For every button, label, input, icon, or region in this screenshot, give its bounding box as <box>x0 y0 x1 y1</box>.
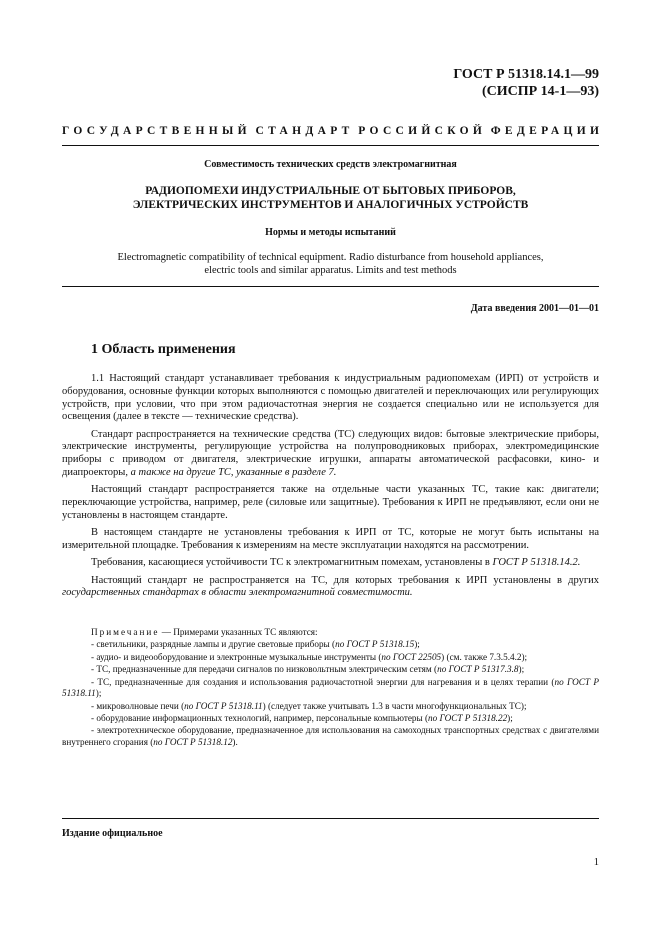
section-title: 1 Область применения <box>91 342 236 357</box>
bottom-divider <box>62 818 599 819</box>
heading-word: ФЕДЕРАЦИИ <box>490 125 604 137</box>
note-item-tail: ) (следует также учитывать 1.3 в части многофункциональных ТС); <box>262 700 527 711</box>
english-title <box>62 251 599 277</box>
note-item <box>62 725 599 748</box>
note-item <box>62 652 599 664</box>
paragraph: 1.1 Настоящий стандарт устанавливает требования к индустриальным радиопомехам (ИРП) от устройств и оборудования, основные функции которых выполняются с помощью двигателей и переключающих или регулирующих устройств, при условии, что при этом радиочастотная энергия не создается специально или не используется для освещения (далее в тексте — технические средства). <box>62 373 599 423</box>
note-item-text: - оборудование информационных технологий, например, персональные компьютеры ( <box>91 712 429 723</box>
note-item <box>62 677 599 700</box>
introduction-date: Дата введения 2001—01—01 <box>470 303 599 314</box>
heading-word: РОССИЙСКОЙ <box>358 125 487 137</box>
paragraph <box>62 557 599 570</box>
standard-reference: по ГОСТ Р 51317.3.8 <box>437 664 519 675</box>
title-line: ЭЛЕКТРИЧЕСКИХ ИНСТРУМЕНТОВ И АНАЛОГИЧНЫХ УСТРОЙСТВ <box>132 199 529 211</box>
note-item <box>62 664 599 676</box>
top-divider <box>62 145 599 146</box>
note-item <box>62 701 599 713</box>
heading-word: ГОСУДАРСТВЕННЫЙ <box>62 125 251 137</box>
note-item <box>62 639 599 651</box>
middle-divider <box>62 286 599 287</box>
norms-subtitle: Нормы и методы испытаний <box>265 227 396 238</box>
heading-word: СТАНДАРТ <box>255 125 354 137</box>
standard-reference: по ГОСТ Р 51318.11 <box>184 700 263 711</box>
document-title <box>62 184 599 212</box>
note-item-tail: ); <box>95 688 102 699</box>
paragraph-text: Настоящий стандарт не распространяется на ТС, для которых требования к ИРП установлены в других <box>91 574 599 586</box>
note-intro-text: — Примерами указанных ТС являются: <box>159 627 318 637</box>
note-intro <box>62 627 599 639</box>
standard-reference: по ГОСТ Р 51318.12 <box>153 736 233 747</box>
note-item-text: - светильники, разрядные лампы и другие световые приборы ( <box>91 639 336 650</box>
note-block <box>62 627 599 749</box>
note-item-text: - аудио- и видеооборудование и электронные музыкальные инструменты ( <box>91 651 382 662</box>
note-item-text: - ТС, предназначенные для создания и использования радиочастотной энергии для нагревания и в целях терапии ( <box>91 676 555 687</box>
paragraph <box>62 429 599 480</box>
paragraph-italic: а также на другие ТС, указанные в разделе 7. <box>130 467 337 479</box>
note-item-text: - микроволновые печи ( <box>91 700 185 711</box>
section-body <box>62 373 599 605</box>
english-title-line: Electromagnetic compatibility of technical equipment. Radio disturbance from household appliances, <box>117 252 544 263</box>
note-item-tail: ); <box>518 664 525 675</box>
cispr-number: (СИСПР 14-1—93) <box>481 84 599 99</box>
edition-label: Издание официальное <box>62 828 163 839</box>
note-item-tail: ) (см. также 7.3.5.4.2); <box>441 651 528 662</box>
note-item-tail: ). <box>232 736 238 747</box>
paragraph-italic: государственных стандартах в области электромагнитной совместимости. <box>62 587 413 599</box>
paragraph-text: Стандарт распространяется на технические средства (ТС) следующих видов: бытовые электрические приборы, электрические инструменты, регулирующие устройства на полупроводниковых приборах, электромедицинские приборы с приводом от двигателя, электрические игрушки, аппараты автоматической расфасовки, кино- и диапроекторы, <box>62 428 599 479</box>
page-number: 1 <box>593 857 599 868</box>
note-label: Примечание <box>91 627 160 637</box>
subject-title: Совместимость технических средств электромагнитная <box>204 159 457 170</box>
note-item <box>62 713 599 725</box>
paragraph <box>62 575 599 601</box>
standard-reference: по ГОСТ Р 51318.15 <box>335 639 415 650</box>
english-title-line: electric tools and similar apparatus. Limits and test methods <box>204 265 457 276</box>
state-standard-heading <box>62 124 604 138</box>
standard-reference: по ГОСТ Р 51318.11 <box>62 676 599 699</box>
note-item-tail: ); <box>414 639 420 650</box>
paragraph: Настоящий стандарт распространяется также на отдельные части указанных ТС, такие как: двигатели; переключающие устройства, например, реле (силовые или защитные). Требования к ИРП не предъявляют, если они не установлены в настоящем стандарте. <box>62 484 599 521</box>
standard-number: ГОСТ Р 51318.14.1—99 <box>453 67 599 82</box>
note-item-tail: ); <box>507 712 513 723</box>
paragraph: В настоящем стандарте не установлены требования к ИРП от ТС, которые не могут быть испытаны на измерительной площадке. Требования к измерениям на месте эксплуатации находятся на рассмотрении. <box>62 527 599 552</box>
standard-reference: по ГОСТ 22505 <box>381 651 442 662</box>
standard-designation <box>453 66 599 100</box>
note-item-text: - электротехническое оборудование, предназначенное для использования на самоходных транспортных средствах с двигателями внутреннего сгорания ( <box>62 725 599 747</box>
title-line: РАДИОПОМЕХИ ИНДУСТРИАЛЬНЫЕ ОТ БЫТОВЫХ ПРИБОРОВ, <box>145 185 516 197</box>
paragraph-text: Требования, касающиеся устойчивости ТС к электромагнитным помехам, установлены в <box>91 557 493 569</box>
standard-reference: по ГОСТ Р 51318.22 <box>428 712 508 723</box>
standard-reference: ГОСТ Р 51318.14.2. <box>492 557 581 569</box>
note-item-text: - ТС, предназначенные для передачи сигналов по низковольтным электрическим сетям ( <box>91 664 438 675</box>
